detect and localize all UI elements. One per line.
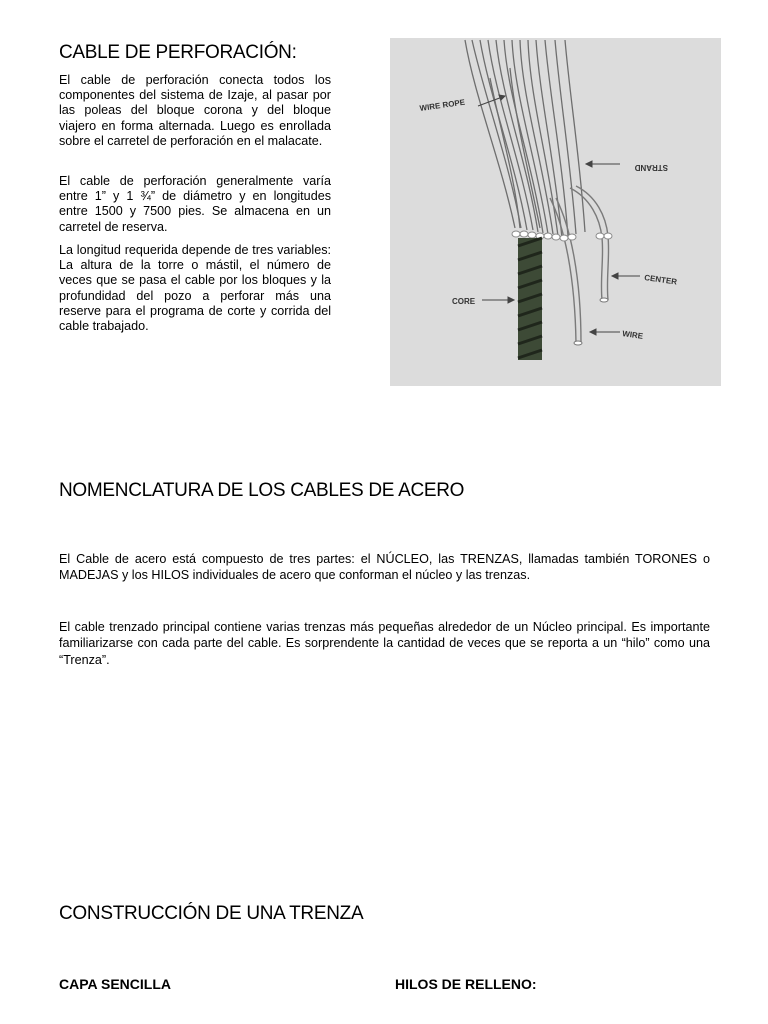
wire-rope-diagram	[390, 38, 721, 386]
label-core: CORE	[452, 297, 476, 306]
subheading-hilos-relleno: HILOS DE RELLENO:	[395, 976, 537, 992]
section-title-cable-perforacion: CABLE DE PERFORACIÓN:	[59, 42, 297, 63]
paragraph-nomenclatura-strands: El cable trenzado principal contiene varias trenzas más pequeñas alrededor de un Núcleo principal. Es importante familiarizarse con cada parte del cable. Es sorprendente la cantidad de veces que se reporta a un “hilo” como una “Trenza”.	[59, 620, 710, 667]
paragraph-nomenclatura-parts: El Cable de acero está compuesto de tres partes: el NÚCLEO, las TRENZAS, llamadas también TORONES o MADEJAS y los HILOS individuales de acero que conforman el núcleo y las trenzas.	[59, 552, 710, 583]
paragraph-cable-length: La longitud requerida depende de tres variables: La altura de la torre o mástil, el número de veces que se pasa el cable por los bloques y la profundidad del pozo a perforar más una reserve para el programa de corte y corrida del cable trabajado.	[59, 243, 331, 334]
label-strand: STRAND	[634, 163, 668, 172]
section-title-nomenclatura: NOMENCLATURA DE LOS CABLES DE ACERO	[59, 480, 465, 501]
label-wire: WIRE	[621, 329, 644, 341]
section-title-construccion: CONSTRUCCIÓN DE UNA TRENZA	[59, 903, 364, 924]
subheading-capa-sencilla: CAPA SENCILLA	[59, 976, 171, 992]
label-center: CENTER	[643, 273, 678, 287]
core-icon	[518, 238, 542, 360]
paragraph-cable-intro: El cable de perforación conecta todos los componentes del sistema de Izaje, al pasar por las poleas del bloque corona y del bloque viajero en forma alternada. Luego es enrollada sobre el carretel de perforación en el malacate.	[59, 73, 331, 148]
label-wire-rope: WIRE ROPE	[419, 97, 466, 113]
wire-rope-strands-icon	[465, 40, 585, 238]
paragraph-cable-diameter: El cable de perforación generalmente varía entre 1” y 1 ¾” de diámetro y en longitudes entre 1500 y 7500 pies. Se almacena en un carretel de reserva.	[59, 174, 331, 234]
